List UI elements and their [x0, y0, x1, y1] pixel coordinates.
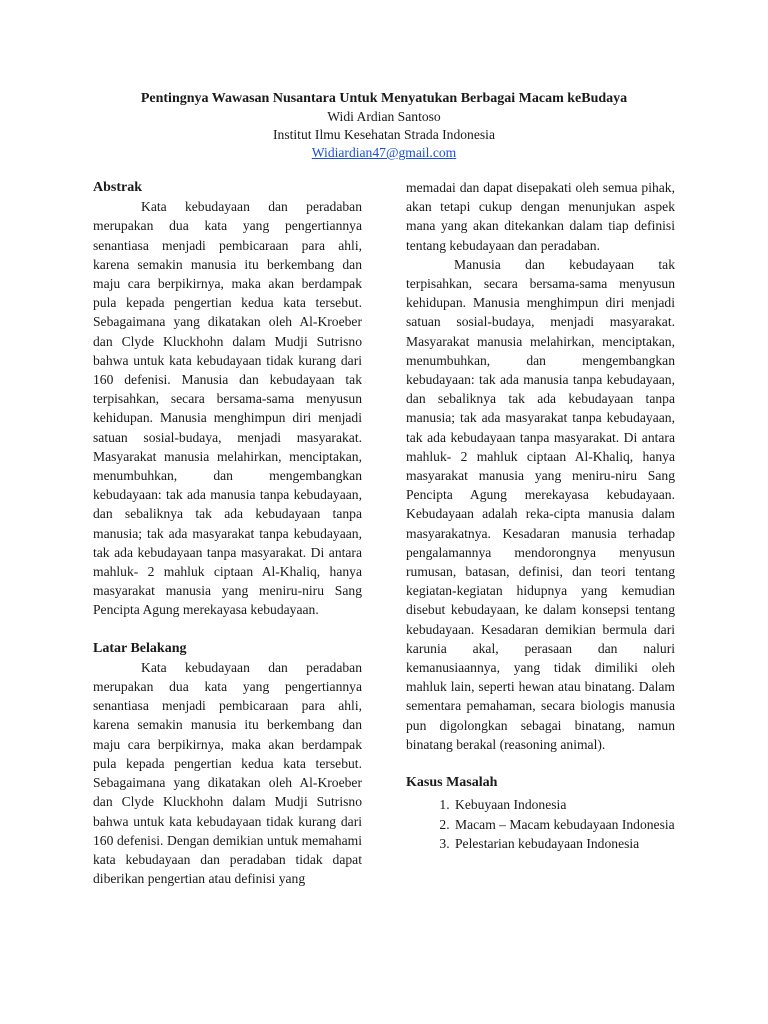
- paper-header: [0, 90, 768, 162]
- email-link[interactable]: Widiardian47@gmail.com: [311, 145, 457, 160]
- list-item: 1. Kebuyaan Indonesia: [453, 795, 675, 814]
- abstract-heading: Abstrak: [93, 180, 143, 195]
- background-paragraph-2: Manusia dan kebudayaan tak terpisahkan, secara bersama-sama menyusun kehidupan. Manusia menghimpun diri menjadi satuan sosial-budaya, menjadi masyarakat. Masyarakat manusia melahirkan, menciptakan, menumbuhkan, dan mengembangkan kebudayaan: tak ada manusia tanpa kebudayaan, dan sebaliknya tak ada kebudayaan tanpa manusia; tak ada masyarakat tanpa kebudayaan, tak ada kebudayaan tanpa masyarakat. Di antara mahluk- 2 mahluk ciptaan Al-Khaliq, hanya masyarakat manusia yang meniru-niru Sang Pencipta Agung merekayasa kebudayaan. Kebudayaan adalah reka-cipta manusia dalam masyarakatnya. Kesadaran manusia terhadap pengalamannya mendorongnya menyusun rumusan, batasan, definisi, dan teori tentang kegiatan-kegiatan hidupnya yang kemudian disebut kebudayaan, ke dalam konsepsi tentang kebudayaan. Kesadaran demikian bermula dari karunia akal, perasaan dan naluri kemanusiaannya, yang tidak dimiliki oleh mahluk lain, seperti hewan atau binatang. Dalam sementara pemahaman, secara biologis manusia pun digolongkan sebagai binatang, namun binatang berakal (reasoning animal).: [406, 256, 675, 752]
- affiliation: Institut Ilmu Kesehatan Strada Indonesia: [273, 127, 495, 142]
- background-heading: Latar Belakang: [93, 640, 187, 656]
- list-item: 3. Pelestarian kebudayaan Indonesia: [453, 834, 675, 853]
- left-column: [93, 178, 362, 888]
- problems-heading: Kasus Masalah: [406, 775, 498, 791]
- problems-list: [406, 795, 675, 853]
- paper-title: Pentingnya Wawasan Nusantara Untuk Menyatukan Berbagai Macam keBudaya: [140, 91, 628, 106]
- background-paragraph-1: Kata kebudayaan dan peradaban merupakan dua kata yang pengertiannya senantiasa menjadi pembicaraan para ahli, karena semakin manusia itu berkembang dan maju cara berpikirnya, maka akan berdampak pula kepada pengertian kedua kata tersebut. Sebagaimana yang dikatakan oleh Al-Kroeber dan Clyde Kluckhohn dalam Mudji Sutrisno bahwa untuk kata kebudayaan tidak kurang dari 160 defenisi. Dengan demikian untuk memahami kata kebudayaan dan peradaban tidak dapat diberikan pengertian atau definisi yang: [93, 659, 362, 887]
- abstract-text: Kata kebudayaan dan peradaban merupakan dua kata yang pengertiannya senantiasa menjadi pembicaraan para ahli, karena semakin manusia itu berkembang dan maju cara berpikirnya, maka akan berdampak pula kepada pengertian kedua kata tersebut. Sebagaimana yang dikatakan oleh Al-Kroeber dan Clyde Kluckhohn dalam Mudji Sutrisno bahwa untuk kata kebudayaan tidak kurang dari 160 defenisi. Manusia dan kebudayaan tak terpisahkan, secara bersama-sama menyusun kehidupan. Manusia menghimpun diri menjadi satuan sosial-budaya, menjadi masyarakat. Masyarakat manusia melahirkan, menciptakan, menumbuhkan, dan mengembangkan kebudayaan: tak ada manusia tanpa kebudayaan, dan sebaliknya tak ada kebudayaan tanpa manusia; tak ada masyarakat tanpa kebudayaan, tak ada kebudayaan tanpa masyarakat. Di antara mahluk- 2 mahluk ciptaan Al-Khaliq, hanya masyarakat manusia yang meniru-niru Sang Pencipta Agung merekayasa kebudayaan.: [93, 199, 362, 618]
- list-item: 2. Macam – Macam kebudayaan Indonesia: [453, 815, 675, 834]
- author-name: Widi Ardian Santoso: [327, 109, 441, 124]
- background-paragraph-1-continued: memadai dan dapat disepakati oleh semua pihak, akan tetapi cukup dengan menunjukan aspek mana yang akan ditekankan dalam tiap definisi tentang kebudayaan dan peradaban.: [406, 180, 675, 253]
- right-column: [406, 178, 675, 853]
